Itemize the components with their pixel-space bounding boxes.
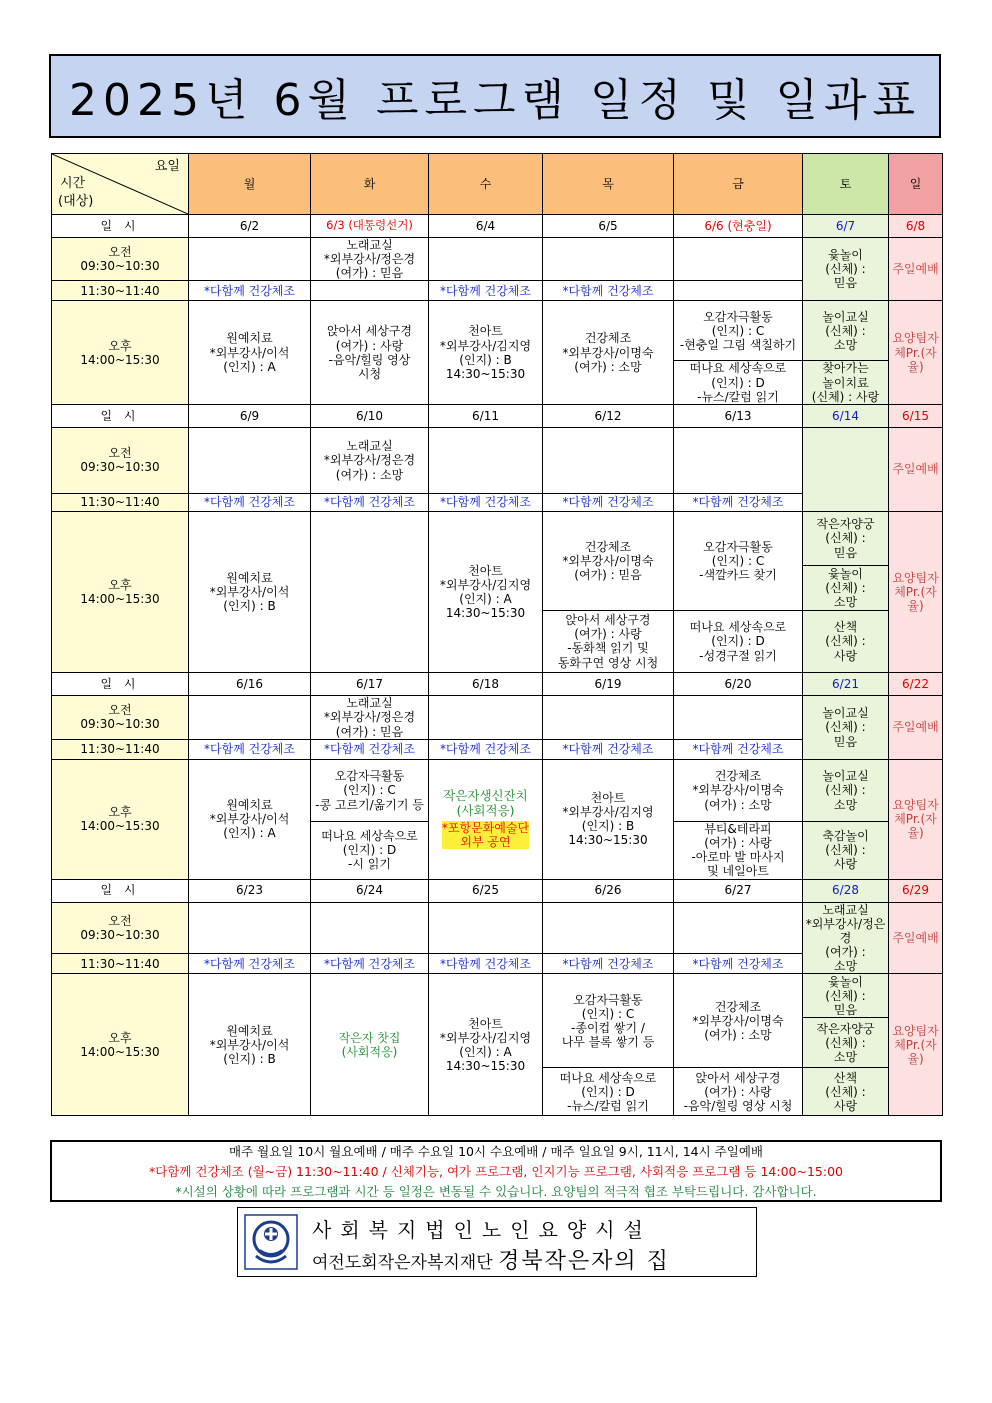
date-cell: 6/24 bbox=[311, 879, 429, 902]
mid-time-label: 11:30~11:40 bbox=[52, 281, 189, 301]
gym-cell: *다함께 건강체조 bbox=[189, 953, 311, 974]
gym-cell: *다함께 건강체조 bbox=[429, 953, 543, 974]
program-cell: 작은자양궁 (신체) : 믿음 bbox=[803, 511, 889, 565]
am-time: 09:30~10:30 bbox=[80, 460, 160, 475]
event-cell bbox=[429, 759, 543, 879]
program-cell: 떠나요 세상속으로 (인지) : D -시 읽기 bbox=[311, 821, 429, 879]
note-changes: *시설의 상황에 따라 프로그램과 시간 등 일정은 변동될 수 있습니다. 요양팀의 적극적 협조 부탁드립니다. 감사합니다. bbox=[175, 1184, 817, 1199]
empty-cell bbox=[674, 281, 803, 301]
program-cell: 원예치료 *외부강사/이석 (인지) : B bbox=[189, 511, 311, 672]
program-cell: 천아트 *외부강사/김지영 (인지) : A 14:30~15:30 bbox=[429, 974, 543, 1116]
page-title: 2025년 6월 프로그램 일정 및 일과표 bbox=[69, 75, 921, 126]
gym-cell: *다함께 건강체조 bbox=[311, 493, 429, 511]
program-cell: 원예치료 *외부강사/이석 (인지) : B bbox=[189, 974, 311, 1116]
am-text: 오전 bbox=[108, 913, 132, 928]
date-cell: 6/25 bbox=[429, 879, 543, 902]
am-text: 오전 bbox=[108, 703, 132, 718]
empty-cell bbox=[189, 902, 311, 953]
gym-cell: *다함께 건강체조 bbox=[189, 739, 311, 759]
empty-cell bbox=[189, 427, 311, 493]
am-text: 오전 bbox=[108, 446, 132, 461]
date-cell: 6/9 bbox=[189, 404, 311, 427]
program-cell: 뷰티&테라피 (여가) : 사랑 -아로마 발 마사지 및 네일아트 bbox=[674, 821, 803, 879]
pm-time: 14:00~15:30 bbox=[80, 819, 160, 834]
foundation-name: 여전도회작은자복지재단 bbox=[312, 1253, 493, 1273]
program-cell: 천아트 *외부강사/김지영 (인지) : A 14:30~15:30 bbox=[429, 511, 543, 672]
empty-cell bbox=[311, 281, 429, 301]
header-row bbox=[52, 154, 943, 215]
pm-row bbox=[52, 759, 943, 821]
program-cell: 놀이교실 (신체) : 소망 bbox=[803, 301, 889, 361]
external-performance: *포항문화예술단 외부 공연 bbox=[441, 820, 530, 849]
mid-time-label: 11:30~11:40 bbox=[52, 953, 189, 974]
pm-row bbox=[52, 301, 943, 361]
program-cell: 윷놀이 (신체) : 믿음 bbox=[803, 974, 889, 1018]
program-cell: 앉아서 세상구경 (여가) : 사랑 -음악/힐링 영상 시청 bbox=[311, 301, 429, 404]
gym-cell: *다함께 건강체조 bbox=[543, 953, 674, 974]
am-text: 오전 bbox=[108, 245, 132, 260]
birthday-party: 작은자생신잔치 (사회적응) bbox=[443, 788, 528, 819]
date-row-label: 일 시 bbox=[52, 215, 189, 238]
sunday-work: 요양팀자체Pr.(자율) bbox=[889, 511, 943, 672]
empty-cell bbox=[311, 902, 429, 953]
date-cell: 6/2 bbox=[189, 215, 311, 238]
corner-cell bbox=[52, 154, 189, 215]
day-header: 화 bbox=[311, 154, 429, 215]
am-label bbox=[52, 427, 189, 493]
empty-cell bbox=[429, 695, 543, 739]
empty-cell bbox=[543, 238, 674, 281]
program-cell: 떠나요 세상속으로 (인지) : D -성경구절 읽기 bbox=[674, 610, 803, 672]
date-cell: 6/12 bbox=[543, 404, 674, 427]
empty-cell bbox=[189, 695, 311, 739]
organization-box bbox=[237, 1207, 757, 1277]
date-cell: 6/20 bbox=[674, 672, 803, 695]
program-cell: 건강체조 *외부강사/이명숙 (여가) : 소망 bbox=[674, 974, 803, 1068]
empty-cell bbox=[674, 238, 803, 281]
program-cell: 윷놀이 (신체) : 믿음 bbox=[803, 238, 889, 301]
am-row bbox=[52, 695, 943, 739]
date-cell: 6/19 bbox=[543, 672, 674, 695]
program-cell: 떠나요 세상속으로 (인지) : D -뉴스/칼럼 읽기 bbox=[543, 1068, 674, 1116]
gym-cell: *다함께 건강체조 bbox=[429, 281, 543, 301]
program-cell: 원예치료 *외부강사/이석 (인지) : A bbox=[189, 301, 311, 404]
mid-time-label: 11:30~11:40 bbox=[52, 493, 189, 511]
program-cell: 원예치료 *외부강사/이석 (인지) : A bbox=[189, 759, 311, 879]
am-row bbox=[52, 238, 943, 281]
date-cell: 6/17 bbox=[311, 672, 429, 695]
program-cell: 산책 (신체) : 사랑 bbox=[803, 610, 889, 672]
pm-label bbox=[52, 974, 189, 1116]
empty-cell bbox=[803, 427, 889, 511]
empty-cell bbox=[543, 902, 674, 953]
am-row bbox=[52, 902, 943, 953]
pm-text: 오후 bbox=[108, 805, 132, 820]
pm-text: 오후 bbox=[108, 577, 132, 592]
day-header: 수 bbox=[429, 154, 543, 215]
gym-cell: *다함께 건강체조 bbox=[543, 493, 674, 511]
empty-cell bbox=[429, 238, 543, 281]
empty-cell bbox=[189, 238, 311, 281]
empty-cell bbox=[311, 511, 429, 672]
gym-cell: *다함께 건강체조 bbox=[189, 281, 311, 301]
date-row-label: 일 시 bbox=[52, 879, 189, 902]
day-header: 토 bbox=[803, 154, 889, 215]
program-cell: 윷놀이 (신체) : 소망 bbox=[803, 565, 889, 610]
program-cell: 오감자극활동 (인지) : C -종이컵 쌓기 / 나무 블록 쌓기 등 bbox=[543, 974, 674, 1068]
date-cell: 6/8 bbox=[889, 215, 943, 238]
program-cell: 오감자극활동 (인지) : C -현충일 그림 색칠하기 bbox=[674, 301, 803, 361]
corner-day-label: 요일 bbox=[154, 159, 180, 174]
organization-type: 사회복지법인노인요양시설 bbox=[312, 1218, 652, 1242]
program-cell: 놀이교실 (신체) : 믿음 bbox=[803, 695, 889, 759]
program-cell: 건강체조 *외부강사/이명숙 (여가) : 소망 bbox=[674, 759, 803, 821]
gym-cell: *다함께 건강체조 bbox=[311, 953, 429, 974]
sunday-worship: 주일예배 bbox=[889, 427, 943, 511]
gym-cell: *다함께 건강체조 bbox=[311, 739, 429, 759]
empty-cell bbox=[429, 427, 543, 493]
pm-text: 오후 bbox=[108, 338, 132, 353]
date-cell: 6/11 bbox=[429, 404, 543, 427]
date-cell: 6/6 (현충일) bbox=[674, 215, 803, 238]
date-cell: 6/26 bbox=[543, 879, 674, 902]
date-row bbox=[52, 879, 943, 902]
gym-cell: *다함께 건강체조 bbox=[674, 493, 803, 511]
pm-time: 14:00~15:30 bbox=[80, 1044, 160, 1059]
am-time: 09:30~10:30 bbox=[80, 717, 160, 732]
gym-cell: *다함께 건강체조 bbox=[189, 493, 311, 511]
program-cell: 노래교실 *외부강사/정은경 (여가) : 믿음 bbox=[311, 695, 429, 739]
pm-row bbox=[52, 511, 943, 565]
date-row bbox=[52, 404, 943, 427]
sunday-worship: 주일예배 bbox=[889, 695, 943, 759]
sunday-work: 요양팀자체Pr.(자율) bbox=[889, 301, 943, 404]
mid-time-label: 11:30~11:40 bbox=[52, 739, 189, 759]
date-cell: 6/27 bbox=[674, 879, 803, 902]
program-cell: 축감놀이 (신체) : 사랑 bbox=[803, 821, 889, 879]
pm-row bbox=[52, 974, 943, 1018]
date-cell: 6/13 bbox=[674, 404, 803, 427]
date-cell: 6/14 bbox=[803, 404, 889, 427]
program-cell: 산책 (신체) : 사랑 bbox=[803, 1068, 889, 1116]
program-cell: 노래교실 *외부강사/정은경 (여가) : 믿음 bbox=[311, 238, 429, 281]
pm-text: 오후 bbox=[108, 1030, 132, 1045]
date-cell: 6/4 bbox=[429, 215, 543, 238]
program-cell: 찾아가는 놀이치료 (신체) : 사랑 bbox=[803, 361, 889, 404]
date-cell: 6/5 bbox=[543, 215, 674, 238]
date-row-label: 일 시 bbox=[52, 672, 189, 695]
pm-label bbox=[52, 301, 189, 404]
am-label bbox=[52, 695, 189, 739]
program-cell: 앉아서 세상구경 (여가) : 사랑 -동화책 읽기 및 동화구연 영상 시청 bbox=[543, 610, 674, 672]
date-row bbox=[52, 215, 943, 238]
program-cell: 천아트 *외부강사/김지영 (인지) : B 14:30~15:30 bbox=[429, 301, 543, 404]
date-row-label: 일 시 bbox=[52, 404, 189, 427]
pm-label bbox=[52, 759, 189, 879]
date-cell: 6/16 bbox=[189, 672, 311, 695]
note-programs: *다함께 건강체조 (월~금) 11:30~11:40 / 신체기능, 여가 프로그램, 인지기능 프로그램, 사회적응 프로그램 등 14:00~15:00 bbox=[148, 1164, 843, 1179]
date-cell: 6/15 bbox=[889, 404, 943, 427]
gym-cell: *다함께 건강체조 bbox=[429, 493, 543, 511]
program-cell: 오감자극활동 (인지) : C -콩 고르기/옮기기 등 bbox=[311, 759, 429, 821]
am-time: 09:30~10:30 bbox=[80, 259, 160, 274]
date-cell: 6/3 (대통령선거) bbox=[311, 215, 429, 238]
gym-cell: *다함께 건강체조 bbox=[674, 953, 803, 974]
sunday-worship: 주일예배 bbox=[889, 238, 943, 301]
am-time: 09:30~10:30 bbox=[80, 927, 160, 942]
date-row bbox=[52, 672, 943, 695]
corner-target-label: (대상) bbox=[58, 194, 94, 209]
empty-cell bbox=[674, 427, 803, 493]
facility-name: 경북작은자의 집 bbox=[498, 1249, 670, 1274]
date-cell: 6/7 bbox=[803, 215, 889, 238]
title-box bbox=[49, 54, 941, 138]
am-row bbox=[52, 427, 943, 493]
organization-name bbox=[312, 1244, 670, 1275]
sunday-work: 요양팀자체Pr.(자율) bbox=[889, 759, 943, 879]
day-header: 일 bbox=[889, 154, 943, 215]
pm-time: 14:00~15:30 bbox=[80, 352, 160, 367]
empty-cell bbox=[674, 695, 803, 739]
sunday-worship: 주일예배 bbox=[889, 902, 943, 974]
program-cell: 작은자 찻집 (사회적응) bbox=[311, 974, 429, 1116]
date-cell: 6/21 bbox=[803, 672, 889, 695]
program-cell: 건강체조 *외부강사/이명숙 (여가) : 믿음 bbox=[543, 511, 674, 610]
schedule-table bbox=[51, 153, 943, 1116]
day-header: 월 bbox=[189, 154, 311, 215]
day-header: 금 bbox=[674, 154, 803, 215]
program-cell: 작은자양궁 (신체) : 소망 bbox=[803, 1018, 889, 1068]
pm-time: 14:00~15:30 bbox=[80, 591, 160, 606]
program-cell: 앉아서 세상구경 (여가) : 사랑 -음악/힐링 영상 시청 bbox=[674, 1068, 803, 1116]
day-header: 목 bbox=[543, 154, 674, 215]
gym-cell: *다함께 건강체조 bbox=[429, 739, 543, 759]
am-label bbox=[52, 902, 189, 953]
gym-cell: *다함께 건강체조 bbox=[543, 739, 674, 759]
corner-time-label: 시간 bbox=[60, 176, 86, 191]
am-label bbox=[52, 238, 189, 281]
program-cell: 건강체조 *외부강사/이명숙 (여가) : 소망 bbox=[543, 301, 674, 404]
program-cell: 노래교실 *외부강사/정은경 (여가) : 소망 bbox=[311, 427, 429, 493]
notes-box bbox=[50, 1140, 942, 1202]
organization-logo-icon bbox=[244, 1214, 298, 1270]
date-cell: 6/28 bbox=[803, 879, 889, 902]
sunday-work: 요양팀자체Pr.(자율) bbox=[889, 974, 943, 1116]
gym-cell: *다함께 건강체조 bbox=[543, 281, 674, 301]
empty-cell bbox=[543, 695, 674, 739]
empty-cell bbox=[543, 427, 674, 493]
program-cell: 놀이교실 (신체) : 소망 bbox=[803, 759, 889, 821]
pm-label bbox=[52, 511, 189, 672]
program-cell: 오감자극활동 (인지) : C -색깔카드 찾기 bbox=[674, 511, 803, 610]
date-cell: 6/23 bbox=[189, 879, 311, 902]
program-cell: 천아트 *외부강사/김지영 (인지) : B 14:30~15:30 bbox=[543, 759, 674, 879]
empty-cell bbox=[674, 902, 803, 953]
program-cell: 떠나요 세상속으로 (인지) : D -뉴스/칼럼 읽기 bbox=[674, 361, 803, 404]
date-cell: 6/29 bbox=[889, 879, 943, 902]
date-cell: 6/10 bbox=[311, 404, 429, 427]
program-cell: 노래교실 *외부강사/정은경 (여가) : 소망 bbox=[803, 902, 889, 974]
date-cell: 6/18 bbox=[429, 672, 543, 695]
empty-cell bbox=[429, 902, 543, 953]
gym-cell: *다함께 건강체조 bbox=[674, 739, 803, 759]
date-cell: 6/22 bbox=[889, 672, 943, 695]
note-worship: 매주 월요일 10시 월요예배 / 매주 수요일 10시 수요예배 / 매주 일요일 9시, 11시, 14시 주일예배 bbox=[229, 1144, 763, 1159]
